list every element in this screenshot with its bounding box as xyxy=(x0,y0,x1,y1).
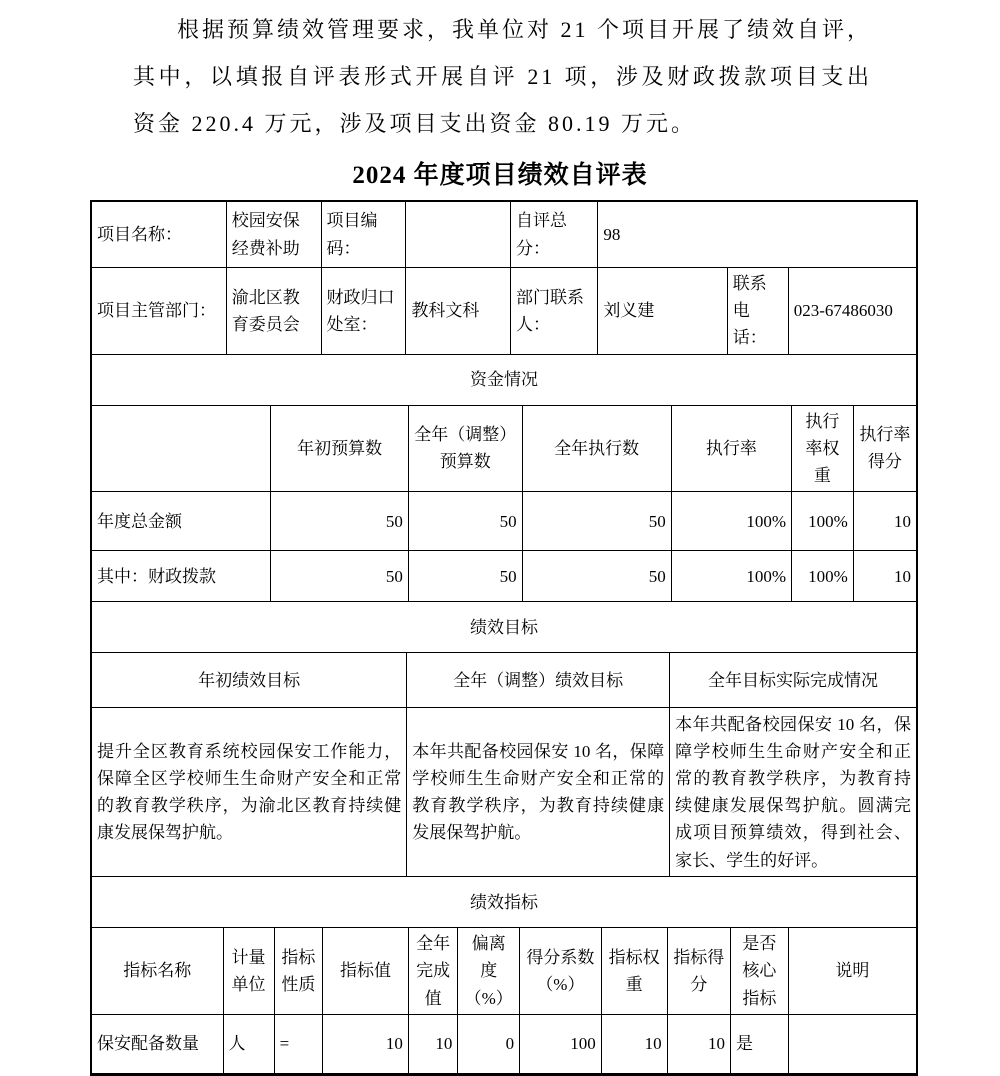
indicator-header-target: 指标值 xyxy=(323,928,409,1014)
dept-value: 渝北区教育委员会 xyxy=(226,268,321,355)
funding-row-total xyxy=(92,492,916,551)
indicators-table xyxy=(92,928,916,1074)
indicator-name: 保安配备数量 xyxy=(92,1014,223,1073)
indicator-score: 10 xyxy=(667,1014,730,1073)
funding-cell: 10 xyxy=(853,551,916,602)
indicator-header-deviation: 偏离度（%） xyxy=(458,928,520,1014)
funding-section-title: 资金情况 xyxy=(92,355,916,406)
table-row xyxy=(92,355,916,406)
funding-header-row xyxy=(92,406,916,492)
indicator-weight: 10 xyxy=(601,1014,667,1073)
table-row xyxy=(92,602,916,653)
funding-cell: 100% xyxy=(792,551,854,602)
indicator-target: 10 xyxy=(323,1014,409,1073)
project-name-value: 校园安保经费补助 xyxy=(226,202,321,268)
finance-office-label: 财政归口处室： xyxy=(321,268,406,355)
indicators-header-row xyxy=(92,928,916,1014)
goals-content-row xyxy=(92,708,916,877)
goals-header-initial: 年初绩效目标 xyxy=(92,653,407,708)
funding-header-initial-budget: 年初预算数 xyxy=(271,406,409,492)
funding-row-fiscal xyxy=(92,551,916,602)
funding-header-rate-score: 执行率得分 xyxy=(853,406,916,492)
goals-section-title: 绩效目标 xyxy=(92,602,916,653)
funding-header-execution-rate: 执行率 xyxy=(671,406,791,492)
project-code-label: 项目编码： xyxy=(321,202,406,268)
indicator-header-weight: 指标权重 xyxy=(601,928,667,1014)
indicator-header-unit: 计量单位 xyxy=(223,928,274,1014)
indicator-core: 是 xyxy=(731,1014,789,1073)
dept-label: 项目主管部门： xyxy=(92,268,226,355)
indicator-header-name: 指标名称 xyxy=(92,928,223,1014)
intro-paragraph: 根据预算绩效管理要求，我单位对 21 个项目开展了绩效自评，其中，以填报自评表形式开展自评 21 项，涉及财政拨款项目支出资金 220.4 万元，涉及项目支出资金 80.19 万元。 xyxy=(133,17,873,136)
indicator-deviation: 0 xyxy=(458,1014,520,1073)
page-title: 2024 年度项目绩效自评表 xyxy=(352,162,648,189)
funding-cell: 100% xyxy=(671,492,791,551)
indicator-completed: 10 xyxy=(408,1014,457,1073)
self-evaluation-table xyxy=(90,200,918,1076)
indicator-data-row xyxy=(92,1014,916,1073)
funding-cell: 10 xyxy=(853,492,916,551)
funding-cell: 50 xyxy=(271,492,409,551)
phone-label: 联系电话： xyxy=(727,268,788,355)
funding-row-label: 其中：财政拨款 xyxy=(92,551,271,602)
indicator-header-completed: 全年完成值 xyxy=(408,928,457,1014)
funding-cell: 50 xyxy=(408,551,522,602)
goal-actual-text: 本年共配备校园保安 10 名，保障学校师生生命财产安全和正常的教育教学秩序，为教育持续健康发展保驾护航。圆满完成项目预算绩效，得到社会、家长、学生的好评。 xyxy=(670,708,916,877)
funding-header-adjusted-budget: 全年（调整）预算数 xyxy=(408,406,522,492)
goals-table xyxy=(92,653,916,877)
project-info-table xyxy=(92,202,916,355)
indicators-section-title: 绩效指标 xyxy=(92,877,916,928)
funding-cell: 50 xyxy=(522,492,671,551)
funding-cell: 50 xyxy=(408,492,522,551)
phone-value: 023-67486030 xyxy=(788,268,916,355)
goal-adjusted-text: 本年共配备校园保安 10 名，保障学校师生生命财产安全和正常的教育教学秩序，为教育持续健康发展保驾护航。 xyxy=(407,708,670,877)
project-name-label: 项目名称： xyxy=(92,202,226,268)
funding-header-empty xyxy=(92,406,271,492)
goals-header-row xyxy=(92,653,916,708)
funding-header-executed: 全年执行数 xyxy=(522,406,671,492)
indicator-unit: 人 xyxy=(223,1014,274,1073)
self-score-label: 自评总分： xyxy=(511,202,598,268)
indicator-note xyxy=(788,1014,916,1073)
funding-cell: 50 xyxy=(522,551,671,602)
funding-table xyxy=(92,406,916,603)
goals-section-band xyxy=(92,602,916,653)
funding-cell: 50 xyxy=(271,551,409,602)
funding-cell: 100% xyxy=(671,551,791,602)
funding-cell: 100% xyxy=(792,492,854,551)
project-info-row-2 xyxy=(92,268,916,355)
funding-section-band xyxy=(92,355,916,406)
goals-header-adjusted: 全年（调整）绩效目标 xyxy=(407,653,670,708)
indicator-header-core: 是否核心指标 xyxy=(731,928,789,1014)
funding-header-rate-weight: 执行率权重 xyxy=(792,406,854,492)
indicator-header-nature: 指标性质 xyxy=(274,928,323,1014)
self-score-value: 98 xyxy=(598,202,916,268)
indicator-header-score-coef: 得分系数（%） xyxy=(520,928,602,1014)
contact-value: 刘义建 xyxy=(598,268,727,355)
contact-label: 部门联系人： xyxy=(511,268,598,355)
project-info-row-1 xyxy=(92,202,916,268)
indicator-header-score: 指标得分 xyxy=(667,928,730,1014)
indicator-score-coef: 100 xyxy=(520,1014,602,1073)
indicator-header-note: 说明 xyxy=(788,928,916,1014)
indicators-section-band xyxy=(92,877,916,928)
goals-header-actual: 全年目标实际完成情况 xyxy=(670,653,916,708)
indicator-nature: = xyxy=(274,1014,323,1073)
funding-row-label: 年度总金额 xyxy=(92,492,271,551)
project-code-value xyxy=(406,202,511,268)
finance-office-value: 教科文科 xyxy=(406,268,511,355)
table-row xyxy=(92,877,916,928)
goal-initial-text: 提升全区教育系统校园保安工作能力，保障全区学校师生生命财产安全和正常的教育教学秩序，为渝北区教育持续健康发展保驾护航。 xyxy=(92,708,407,877)
